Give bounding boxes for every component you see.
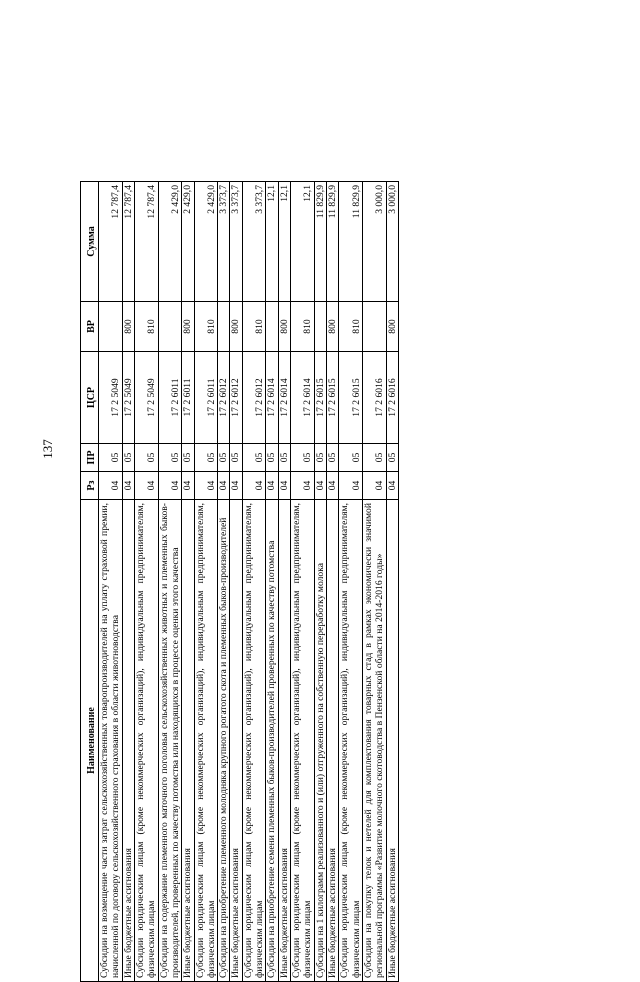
table-row [134, 182, 158, 982]
cell-sum: 2 429,0 [158, 182, 182, 302]
cell-name: Субсидии юридическим лицам (кроме некоммерческих организаций), индивидуальным предпринимателям, физическим лицам [339, 500, 363, 982]
cell-rz: 04 [99, 472, 123, 500]
cell-sum: 3 373,7 [218, 182, 230, 302]
cell-vr: 810 [291, 302, 315, 352]
cell-rz: 04 [266, 472, 278, 500]
cell-name: Иные бюджетные ассигнования [278, 500, 290, 982]
cell-rz: 04 [158, 472, 182, 500]
cell-vr: 810 [134, 302, 158, 352]
table-row [362, 182, 386, 982]
cell-name: Субсидии на содержание племенного маточного поголовья сельскохозяйственных животных и племенных быков-производителей, проверенных по качеству потомства или находящихся в процессе оценки этого качества [158, 500, 182, 982]
cell-rz: 04 [134, 472, 158, 500]
cell-vr [266, 302, 278, 352]
cell-vr [314, 302, 326, 352]
cell-vr: 810 [242, 302, 266, 352]
cell-rz: 04 [230, 472, 242, 500]
cell-sum: 12 787,4 [99, 182, 123, 302]
cell-name: Субсидии на 1 килограмм реализованного и (или) отгруженного на собственную переработку молока [314, 500, 326, 982]
header-rz: Рз [81, 472, 99, 500]
table-row [266, 182, 278, 982]
table-row [218, 182, 230, 982]
cell-pr: 05 [386, 444, 398, 472]
cell-pr: 05 [339, 444, 363, 472]
cell-sum: 2 429,0 [182, 182, 194, 302]
cell-rz: 04 [182, 472, 194, 500]
cell-name: Субсидии юридическим лицам (кроме некоммерческих организаций), индивидуальным предпринимателям, физическим лицам [134, 500, 158, 982]
cell-csr: 17 2 6016 [386, 352, 398, 444]
cell-sum: 11 829,9 [314, 182, 326, 302]
cell-name: Субсидии на приобретение племенного молодняка крупного рогатого скота и племенных быков-производителей [218, 500, 230, 982]
cell-csr: 17 2 5049 [122, 352, 134, 444]
table-row [122, 182, 134, 982]
cell-vr: 810 [339, 302, 363, 352]
cell-csr: 17 2 6011 [182, 352, 194, 444]
cell-name: Иные бюджетные ассигнования [122, 500, 134, 982]
cell-name: Субсидии юридическим лицам (кроме некоммерческих организаций), индивидуальным предпринимателям, физическим лицам [242, 500, 266, 982]
cell-pr: 05 [182, 444, 194, 472]
cell-rz: 04 [242, 472, 266, 500]
table-row [314, 182, 326, 982]
cell-name: Иные бюджетные ассигнования [326, 500, 338, 982]
cell-name: Иные бюджетные ассигнования [230, 500, 242, 982]
cell-vr: 800 [230, 302, 242, 352]
cell-sum: 12,1 [291, 182, 315, 302]
cell-csr: 17 2 6015 [326, 352, 338, 444]
cell-csr: 17 2 6014 [266, 352, 278, 444]
cell-csr: 17 2 5049 [134, 352, 158, 444]
cell-rz: 04 [314, 472, 326, 500]
cell-pr: 05 [278, 444, 290, 472]
cell-rz: 04 [386, 472, 398, 500]
table-body [99, 182, 399, 982]
cell-pr: 05 [314, 444, 326, 472]
cell-pr: 05 [230, 444, 242, 472]
cell-sum: 3 000,0 [386, 182, 398, 302]
cell-vr [158, 302, 182, 352]
cell-rz: 04 [291, 472, 315, 500]
cell-sum: 12,1 [266, 182, 278, 302]
table-row [230, 182, 242, 982]
cell-pr: 05 [134, 444, 158, 472]
cell-pr: 05 [158, 444, 182, 472]
cell-csr: 17 2 6011 [158, 352, 182, 444]
cell-rz: 04 [122, 472, 134, 500]
cell-name: Субсидии юридическим лицам (кроме некоммерческих организаций), индивидуальным предпринимателям, физическим лицам [291, 500, 315, 982]
cell-pr: 05 [291, 444, 315, 472]
table-row [326, 182, 338, 982]
cell-csr: 17 2 6012 [242, 352, 266, 444]
cell-rz: 04 [339, 472, 363, 500]
cell-csr: 17 2 6014 [291, 352, 315, 444]
table-row [182, 182, 194, 982]
cell-vr [99, 302, 123, 352]
cell-sum: 3 373,7 [242, 182, 266, 302]
table-row [99, 182, 123, 982]
cell-sum: 12 787,4 [122, 182, 134, 302]
table-row [194, 182, 218, 982]
cell-csr: 17 2 6015 [339, 352, 363, 444]
cell-sum: 12,1 [278, 182, 290, 302]
cell-csr: 17 2 6012 [230, 352, 242, 444]
cell-rz: 04 [326, 472, 338, 500]
cell-pr: 05 [362, 444, 386, 472]
header-vr: ВР [81, 302, 99, 352]
cell-csr: 17 2 6014 [278, 352, 290, 444]
cell-sum: 3 000,0 [362, 182, 386, 302]
cell-csr: 17 2 6016 [362, 352, 386, 444]
cell-pr: 05 [218, 444, 230, 472]
cell-csr: 17 2 5049 [99, 352, 123, 444]
cell-vr [218, 302, 230, 352]
page-number: 137 [40, 439, 55, 459]
cell-name: Субсидии на покупку телок и нетелей для комплектования товарных стад в рамках экономически значимой региональной программы «Развитие молочного скотоводства в Пензенской области на 2014-2016 годы» [362, 500, 386, 982]
cell-vr: 810 [194, 302, 218, 352]
header-sum: Сумма [81, 182, 99, 302]
cell-pr: 05 [266, 444, 278, 472]
cell-csr: 17 2 6015 [314, 352, 326, 444]
table-row [242, 182, 266, 982]
cell-name: Субсидии на возмещение части затрат сельскохозяйственных товаропроизводителей на уплату страховой премии, начисленной по договору сельскохозяйственного страхования в области животноводства [99, 500, 123, 982]
budget-table [80, 181, 399, 982]
cell-vr: 800 [326, 302, 338, 352]
header-pr: ПР [81, 444, 99, 472]
cell-pr: 05 [242, 444, 266, 472]
cell-pr: 05 [326, 444, 338, 472]
cell-sum: 11 829,9 [326, 182, 338, 302]
cell-rz: 04 [278, 472, 290, 500]
cell-pr: 05 [122, 444, 134, 472]
cell-sum: 2 429,0 [194, 182, 218, 302]
rotated-table-wrapper [80, 182, 570, 982]
cell-pr: 05 [99, 444, 123, 472]
cell-name: Иные бюджетные ассигнования [182, 500, 194, 982]
table-header-row [81, 182, 99, 982]
cell-csr: 17 2 6012 [218, 352, 230, 444]
header-name: Наименование [81, 500, 99, 982]
table-row [278, 182, 290, 982]
cell-name: Субсидии на приобретение семени племенных быков-производителей проверенных по качеству потомства [266, 500, 278, 982]
table-row [339, 182, 363, 982]
cell-name: Иные бюджетные ассигнования [386, 500, 398, 982]
cell-vr: 800 [182, 302, 194, 352]
cell-vr: 800 [122, 302, 134, 352]
cell-pr: 05 [194, 444, 218, 472]
cell-vr: 800 [278, 302, 290, 352]
cell-rz: 04 [194, 472, 218, 500]
cell-vr: 800 [386, 302, 398, 352]
cell-rz: 04 [362, 472, 386, 500]
table-row [291, 182, 315, 982]
cell-sum: 12 787,4 [134, 182, 158, 302]
cell-name: Субсидии юридическим лицам (кроме некоммерческих организаций), индивидуальным предпринимателям, физическим лицам [194, 500, 218, 982]
cell-csr: 17 2 6011 [194, 352, 218, 444]
cell-rz: 04 [218, 472, 230, 500]
header-csr: ЦСР [81, 352, 99, 444]
cell-sum: 11 829,9 [339, 182, 363, 302]
table-row [158, 182, 182, 982]
cell-vr [362, 302, 386, 352]
table-row [386, 182, 398, 982]
cell-sum: 3 373,7 [230, 182, 242, 302]
